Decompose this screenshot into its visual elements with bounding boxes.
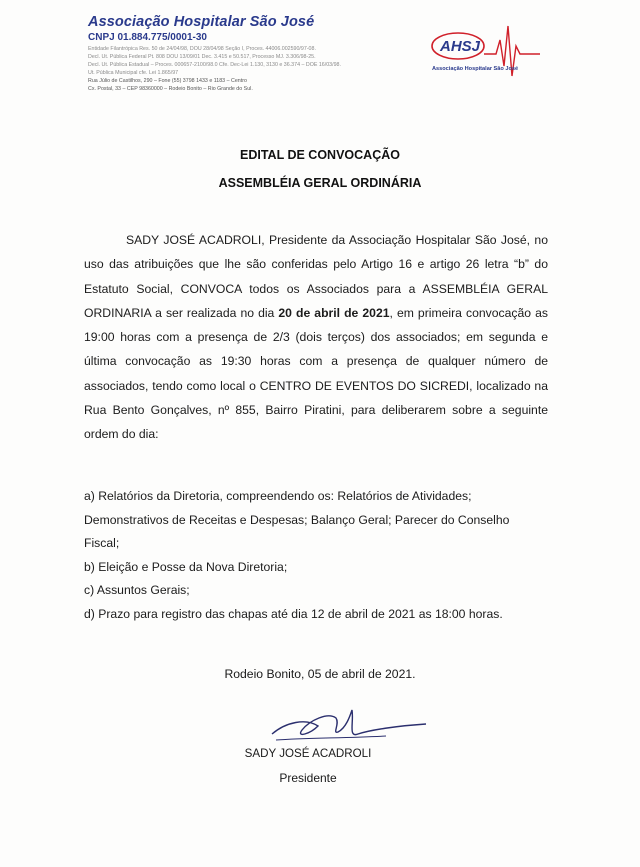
agenda-item-a-line: a) Relatórios da Diretoria, compreendendo os: Relatórios de Atividades; <box>84 489 472 503</box>
svg-text:AHSJ: AHSJ <box>440 38 481 55</box>
paragraph-text-continued: , em primeira convocação as 19:00 horas com a presença de 2/3 (dois terços) dos associados; em segunda e última convocação as 19:30 horas com a presença de qualquer número de associados, tendo como local o CENTRO DE EVENTOS DO SICREDI, localizado na Rua Bento Gonçalves, nº 855, Bairro Piratini, para deliberarem sobre a seguinte ordem do dia: <box>84 305 548 442</box>
signer-name: SADY JOSÉ ACADROLI <box>244 747 372 760</box>
agenda-item-a-line: Demonstrativos de Receitas e Despesas; Balanço Geral; Parecer do Conselho <box>84 512 510 527</box>
agenda-item-c: c) Assuntos Gerais; <box>84 583 190 597</box>
letterhead-line: Decl. Ut. Pública Federal Pt. 808 DOU 13/09/01 Dec. 3.415 e 50.517, Processo MJ. 3.306/98-25. <box>88 54 316 61</box>
letterhead-details <box>88 45 428 94</box>
meeting-date: 20 de abril de 2021 <box>278 305 390 320</box>
logo-caption: Associação Hospitalar São José <box>432 66 519 72</box>
agenda-item-d: d) Prazo para registro das chapas até dia 12 de abril de 2021 as 18:00 horas. <box>84 606 503 621</box>
letterhead-line: Entidade Filantrópica Res. 50 de 24/04/98, DOU 28/04/98 Seção I, Proces. 44006.002590/97-08. <box>88 46 316 52</box>
letterhead-line: Ut. Pública Municipal cfe. Lei 1.865/97 <box>88 70 179 77</box>
agenda-item-a <box>84 485 554 556</box>
letterhead <box>88 14 428 94</box>
letterhead-line: Decl. Ut. Pública Estadual – Proces. 000657-2100/98.0 Cfe. Dec-Lei 1.130, 3130 e 36.374 – DOE 16/03/98. <box>88 62 341 69</box>
agenda-item-a-line: Fiscal; <box>84 536 120 550</box>
place-and-date: Rodeio Bonito, 05 de abril de 2021. <box>224 667 416 681</box>
cnpj-number: CNPJ 01.884.775/0001-30 <box>88 32 207 43</box>
document-title: EDITAL DE CONVOCAÇÃO <box>240 148 400 162</box>
signer-role: Presidente <box>279 771 337 785</box>
paragraph-text: SADY JOSÉ ACADROLI, Presidente da Associação Hospitalar São José, no uso das atribuições que lhe são conferidas pelo Artigo 16 e artigo 26 letra “b” do Estatuto Social, CONVOCA todos os Associados para a ASSEMBLÉIA GERAL ORDINARIA a ser realizada no dia <box>84 233 548 320</box>
agenda-item-b: b) Eleição e Posse da Nova Diretoria; <box>84 559 288 574</box>
letterhead-postal: Cx. Postal, 33 – CEP 98360000 – Rodeio Bonito – Rio Grande do Sul. <box>88 86 253 93</box>
signature-image <box>266 704 436 748</box>
letterhead-address: Rua Júlio de Castilhos, 290 – Fone (55) 3798 1433 e 1183 – Centro <box>88 78 247 85</box>
ahsj-logo-icon <box>430 18 542 90</box>
agenda-list <box>84 485 554 626</box>
document-subtitle: ASSEMBLÉIA GERAL ORDINÁRIA <box>218 176 422 190</box>
convocation-paragraph <box>84 228 548 447</box>
organization-name: Associação Hospitalar São José <box>88 14 315 30</box>
